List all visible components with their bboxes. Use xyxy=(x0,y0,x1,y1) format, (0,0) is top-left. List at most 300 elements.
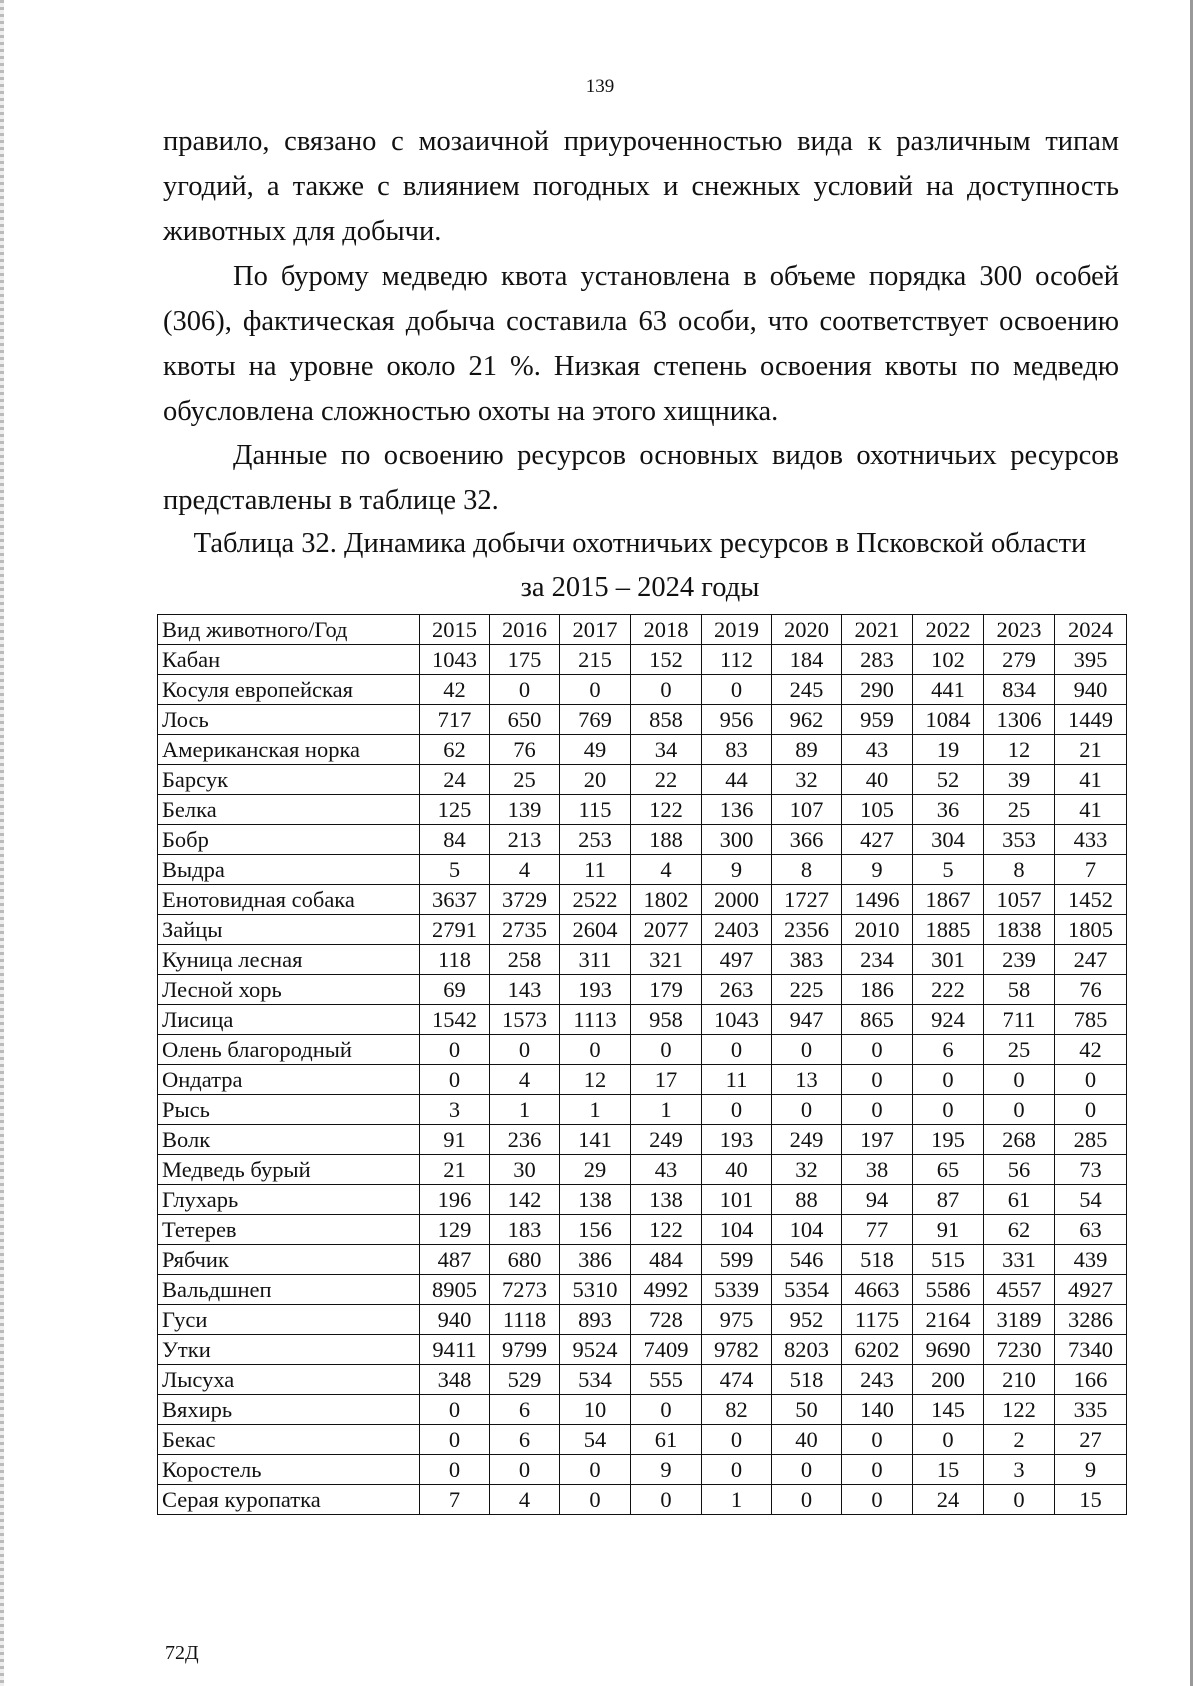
harvest-count-cell: 89 xyxy=(772,735,842,765)
harvest-count-cell: 186 xyxy=(842,975,913,1005)
harvest-count-cell: 65 xyxy=(913,1155,984,1185)
harvest-count-cell: 129 xyxy=(420,1215,490,1245)
harvest-count-cell: 0 xyxy=(631,1485,702,1515)
harvest-count-cell: 83 xyxy=(702,735,772,765)
harvest-count-cell: 2010 xyxy=(842,915,913,945)
harvest-count-cell: 0 xyxy=(490,1455,560,1485)
harvest-count-cell: 1805 xyxy=(1055,915,1127,945)
harvest-count-cell: 3 xyxy=(420,1095,490,1125)
harvest-count-cell: 193 xyxy=(702,1125,772,1155)
harvest-count-cell: 193 xyxy=(560,975,631,1005)
harvest-count-cell: 311 xyxy=(560,945,631,975)
table-row xyxy=(158,1005,1127,1035)
harvest-count-cell: 0 xyxy=(631,1395,702,1425)
harvest-count-cell: 234 xyxy=(842,945,913,975)
harvest-count-cell: 140 xyxy=(842,1395,913,1425)
harvest-count-cell: 141 xyxy=(560,1125,631,1155)
harvest-count-cell: 769 xyxy=(560,705,631,735)
harvest-count-cell: 122 xyxy=(984,1395,1055,1425)
species-name-cell: Медведь бурый xyxy=(158,1155,420,1185)
harvest-count-cell: 49 xyxy=(560,735,631,765)
harvest-count-cell: 8 xyxy=(772,855,842,885)
harvest-count-cell: 940 xyxy=(420,1305,490,1335)
harvest-count-cell: 0 xyxy=(490,1035,560,1065)
harvest-count-cell: 20 xyxy=(560,765,631,795)
harvest-count-cell: 0 xyxy=(842,1485,913,1515)
harvest-count-cell: 9 xyxy=(842,855,913,885)
harvest-count-cell: 24 xyxy=(913,1485,984,1515)
harvest-count-cell: 6202 xyxy=(842,1335,913,1365)
harvest-count-cell: 0 xyxy=(560,1485,631,1515)
harvest-count-cell: 142 xyxy=(490,1185,560,1215)
harvest-count-cell: 680 xyxy=(490,1245,560,1275)
harvest-count-cell: 518 xyxy=(772,1365,842,1395)
harvest-count-cell: 0 xyxy=(702,1095,772,1125)
harvest-count-cell: 0 xyxy=(631,1035,702,1065)
table-row xyxy=(158,1155,1127,1185)
harvest-count-cell: 348 xyxy=(420,1365,490,1395)
harvest-count-cell: 136 xyxy=(702,795,772,825)
harvest-count-cell: 785 xyxy=(1055,1005,1127,1035)
harvest-count-cell: 2522 xyxy=(560,885,631,915)
species-name-cell: Белка xyxy=(158,795,420,825)
harvest-count-cell: 441 xyxy=(913,675,984,705)
harvest-count-cell: 222 xyxy=(913,975,984,1005)
header-year: 2020 xyxy=(772,615,842,645)
harvest-count-cell: 958 xyxy=(631,1005,702,1035)
harvest-count-cell: 41 xyxy=(1055,765,1127,795)
harvest-count-cell: 0 xyxy=(420,1455,490,1485)
harvest-count-cell: 58 xyxy=(984,975,1055,1005)
harvest-count-cell: 243 xyxy=(842,1365,913,1395)
harvest-count-cell: 711 xyxy=(984,1005,1055,1035)
scan-edge-left xyxy=(0,0,4,1686)
harvest-count-cell: 210 xyxy=(984,1365,1055,1395)
harvest-count-cell: 40 xyxy=(772,1425,842,1455)
harvest-count-cell: 0 xyxy=(913,1425,984,1455)
paragraph-1: правило, связано с мозаичной приуроченностью вида к различным типам угодий, а также с влиянием погодных и снежных условий на доступность животных для добычи. xyxy=(163,126,1119,247)
header-year: 2024 xyxy=(1055,615,1127,645)
table-row xyxy=(158,855,1127,885)
harvest-count-cell: 195 xyxy=(913,1125,984,1155)
header-year: 2023 xyxy=(984,615,1055,645)
table-row xyxy=(158,645,1127,675)
harvest-count-cell: 156 xyxy=(560,1215,631,1245)
harvest-count-cell: 3189 xyxy=(984,1305,1055,1335)
species-name-cell: Зайцы xyxy=(158,915,420,945)
harvest-count-cell: 29 xyxy=(560,1155,631,1185)
harvest-count-cell: 1084 xyxy=(913,705,984,735)
harvest-count-cell: 0 xyxy=(702,1425,772,1455)
harvest-count-cell: 2164 xyxy=(913,1305,984,1335)
harvest-count-cell: 30 xyxy=(490,1155,560,1185)
species-name-cell: Бекас xyxy=(158,1425,420,1455)
species-name-cell: Олень благородный xyxy=(158,1035,420,1065)
harvest-count-cell: 1 xyxy=(560,1095,631,1125)
harvest-count-cell: 4 xyxy=(490,1065,560,1095)
harvest-count-cell: 62 xyxy=(984,1215,1055,1245)
harvest-count-cell: 717 xyxy=(420,705,490,735)
harvest-count-cell: 487 xyxy=(420,1245,490,1275)
harvest-count-cell: 529 xyxy=(490,1365,560,1395)
harvest-count-cell: 947 xyxy=(772,1005,842,1035)
harvest-count-cell: 40 xyxy=(842,765,913,795)
species-name-cell: Лесной хорь xyxy=(158,975,420,1005)
harvest-count-cell: 1452 xyxy=(1055,885,1127,915)
table-row xyxy=(158,1395,1127,1425)
harvest-count-cell: 3729 xyxy=(490,885,560,915)
harvest-count-cell: 12 xyxy=(560,1065,631,1095)
species-name-cell: Барсук xyxy=(158,765,420,795)
harvest-count-cell: 184 xyxy=(772,645,842,675)
species-name-cell: Американская норка xyxy=(158,735,420,765)
table-row xyxy=(158,1065,1127,1095)
harvest-count-cell: 213 xyxy=(490,825,560,855)
harvest-count-cell: 300 xyxy=(702,825,772,855)
harvest-count-cell: 236 xyxy=(490,1125,560,1155)
table-row xyxy=(158,705,1127,735)
harvest-count-cell: 7273 xyxy=(490,1275,560,1305)
harvest-count-cell: 15 xyxy=(1055,1485,1127,1515)
table-row xyxy=(158,765,1127,795)
table-row xyxy=(158,975,1127,1005)
harvest-count-cell: 188 xyxy=(631,825,702,855)
harvest-count-cell: 145 xyxy=(913,1395,984,1425)
table-header-row xyxy=(158,615,1127,645)
species-name-cell: Тетерев xyxy=(158,1215,420,1245)
harvest-count-cell: 91 xyxy=(420,1125,490,1155)
table-row xyxy=(158,1485,1127,1515)
harvest-count-cell: 959 xyxy=(842,705,913,735)
table-row xyxy=(158,1245,1127,1275)
harvest-count-cell: 42 xyxy=(420,675,490,705)
harvest-count-cell: 215 xyxy=(560,645,631,675)
table-row xyxy=(158,1035,1127,1065)
harvest-count-cell: 34 xyxy=(631,735,702,765)
harvest-count-cell: 0 xyxy=(702,1455,772,1485)
harvest-count-cell: 43 xyxy=(631,1155,702,1185)
harvest-count-cell: 76 xyxy=(1055,975,1127,1005)
harvest-count-cell: 1043 xyxy=(420,645,490,675)
harvest-count-cell: 32 xyxy=(772,765,842,795)
harvest-count-cell: 1175 xyxy=(842,1305,913,1335)
harvest-count-cell: 7340 xyxy=(1055,1335,1127,1365)
harvest-count-cell: 0 xyxy=(842,1455,913,1485)
harvest-count-cell: 4557 xyxy=(984,1275,1055,1305)
harvest-count-cell: 599 xyxy=(702,1245,772,1275)
harvest-count-cell: 82 xyxy=(702,1395,772,1425)
harvest-count-cell: 25 xyxy=(490,765,560,795)
harvest-count-cell: 395 xyxy=(1055,645,1127,675)
harvest-count-cell: 32 xyxy=(772,1155,842,1185)
harvest-count-cell: 104 xyxy=(702,1215,772,1245)
harvest-count-cell: 196 xyxy=(420,1185,490,1215)
harvest-count-cell: 0 xyxy=(984,1095,1055,1125)
harvest-count-cell: 2 xyxy=(984,1425,1055,1455)
table-row xyxy=(158,1275,1127,1305)
harvest-count-cell: 38 xyxy=(842,1155,913,1185)
harvest-count-cell: 366 xyxy=(772,825,842,855)
harvest-count-cell: 54 xyxy=(1055,1185,1127,1215)
harvest-count-cell: 21 xyxy=(1055,735,1127,765)
harvest-count-cell: 0 xyxy=(420,1065,490,1095)
header-year: 2022 xyxy=(913,615,984,645)
harvest-count-cell: 335 xyxy=(1055,1395,1127,1425)
harvest-count-cell: 21 xyxy=(420,1155,490,1185)
harvest-count-cell: 7 xyxy=(420,1485,490,1515)
harvest-count-cell: 104 xyxy=(772,1215,842,1245)
species-name-cell: Глухарь xyxy=(158,1185,420,1215)
harvest-count-cell: 0 xyxy=(1055,1095,1127,1125)
harvest-count-cell: 962 xyxy=(772,705,842,735)
harvest-count-cell: 73 xyxy=(1055,1155,1127,1185)
species-name-cell: Кабан xyxy=(158,645,420,675)
harvest-count-cell: 0 xyxy=(702,675,772,705)
harvest-count-cell: 56 xyxy=(984,1155,1055,1185)
species-name-cell: Вальдшнеп xyxy=(158,1275,420,1305)
harvest-count-cell: 1885 xyxy=(913,915,984,945)
harvest-count-cell: 353 xyxy=(984,825,1055,855)
harvest-count-cell: 0 xyxy=(772,1095,842,1125)
harvest-count-cell: 383 xyxy=(772,945,842,975)
table-row xyxy=(158,1425,1127,1455)
harvest-count-cell: 12 xyxy=(984,735,1055,765)
harvest-count-cell: 9690 xyxy=(913,1335,984,1365)
harvest-count-cell: 40 xyxy=(702,1155,772,1185)
harvest-count-cell: 43 xyxy=(842,735,913,765)
harvest-count-cell: 285 xyxy=(1055,1125,1127,1155)
species-name-cell: Серая куропатка xyxy=(158,1485,420,1515)
harvest-count-cell: 484 xyxy=(631,1245,702,1275)
table-row xyxy=(158,1215,1127,1245)
harvest-count-cell: 0 xyxy=(842,1065,913,1095)
harvest-count-cell: 956 xyxy=(702,705,772,735)
species-name-cell: Волк xyxy=(158,1125,420,1155)
species-name-cell: Рысь xyxy=(158,1095,420,1125)
harvest-count-cell: 122 xyxy=(631,795,702,825)
harvest-count-cell: 6 xyxy=(490,1395,560,1425)
harvest-count-cell: 1 xyxy=(631,1095,702,1125)
harvest-count-cell: 2791 xyxy=(420,915,490,945)
table-row xyxy=(158,885,1127,915)
harvest-count-cell: 0 xyxy=(842,1095,913,1125)
harvest-count-cell: 42 xyxy=(1055,1035,1127,1065)
harvest-count-cell: 952 xyxy=(772,1305,842,1335)
harvest-count-cell: 102 xyxy=(913,645,984,675)
table-row xyxy=(158,1125,1127,1155)
harvest-count-cell: 2735 xyxy=(490,915,560,945)
species-name-cell: Лось xyxy=(158,705,420,735)
harvest-count-cell: 125 xyxy=(420,795,490,825)
harvest-count-cell: 555 xyxy=(631,1365,702,1395)
harvest-count-cell: 122 xyxy=(631,1215,702,1245)
harvest-count-cell: 101 xyxy=(702,1185,772,1215)
species-name-cell: Гуси xyxy=(158,1305,420,1335)
harvest-count-cell: 7 xyxy=(1055,855,1127,885)
table-row xyxy=(158,795,1127,825)
harvest-count-cell: 52 xyxy=(913,765,984,795)
table-row xyxy=(158,1335,1127,1365)
harvest-count-cell: 2000 xyxy=(702,885,772,915)
harvest-count-cell: 27 xyxy=(1055,1425,1127,1455)
harvest-count-cell: 36 xyxy=(913,795,984,825)
table-row xyxy=(158,735,1127,765)
harvest-count-cell: 2356 xyxy=(772,915,842,945)
species-name-cell: Выдра xyxy=(158,855,420,885)
harvest-count-cell: 1727 xyxy=(772,885,842,915)
harvest-count-cell: 4 xyxy=(490,855,560,885)
harvest-count-cell: 4 xyxy=(631,855,702,885)
harvest-count-cell: 5339 xyxy=(702,1275,772,1305)
table-row xyxy=(158,945,1127,975)
harvest-count-cell: 8905 xyxy=(420,1275,490,1305)
harvest-count-cell: 0 xyxy=(772,1455,842,1485)
harvest-count-cell: 1496 xyxy=(842,885,913,915)
harvest-count-cell: 433 xyxy=(1055,825,1127,855)
harvest-count-cell: 115 xyxy=(560,795,631,825)
harvest-count-cell: 253 xyxy=(560,825,631,855)
harvest-count-cell: 84 xyxy=(420,825,490,855)
harvest-count-cell: 3637 xyxy=(420,885,490,915)
harvest-count-cell: 0 xyxy=(772,1035,842,1065)
harvest-count-cell: 11 xyxy=(702,1065,772,1095)
table-row xyxy=(158,675,1127,705)
header-year: 2021 xyxy=(842,615,913,645)
species-name-cell: Лисица xyxy=(158,1005,420,1035)
harvest-count-cell: 61 xyxy=(631,1425,702,1455)
harvest-count-cell: 834 xyxy=(984,675,1055,705)
harvest-count-cell: 112 xyxy=(702,645,772,675)
harvest-count-cell: 25 xyxy=(984,1035,1055,1065)
harvest-count-cell: 534 xyxy=(560,1365,631,1395)
harvest-count-cell: 1802 xyxy=(631,885,702,915)
species-name-cell: Лысуха xyxy=(158,1365,420,1395)
scan-edge-right xyxy=(1190,0,1193,1686)
harvest-count-cell: 546 xyxy=(772,1245,842,1275)
harvest-count-cell: 77 xyxy=(842,1215,913,1245)
harvest-count-cell: 87 xyxy=(913,1185,984,1215)
harvest-count-cell: 5354 xyxy=(772,1275,842,1305)
harvest-count-cell: 1573 xyxy=(490,1005,560,1035)
harvest-count-cell: 865 xyxy=(842,1005,913,1035)
harvest-count-cell: 62 xyxy=(420,735,490,765)
harvest-count-cell: 0 xyxy=(560,675,631,705)
species-name-cell: Коростель xyxy=(158,1455,420,1485)
harvest-count-cell: 9524 xyxy=(560,1335,631,1365)
harvest-count-cell: 63 xyxy=(1055,1215,1127,1245)
harvest-count-cell: 497 xyxy=(702,945,772,975)
harvest-count-cell: 940 xyxy=(1055,675,1127,705)
harvest-count-cell: 0 xyxy=(984,1485,1055,1515)
harvest-count-cell: 107 xyxy=(772,795,842,825)
species-name-cell: Косуля европейская xyxy=(158,675,420,705)
harvest-count-cell: 518 xyxy=(842,1245,913,1275)
harvest-count-cell: 474 xyxy=(702,1365,772,1395)
harvest-count-cell: 249 xyxy=(772,1125,842,1155)
harvest-count-cell: 0 xyxy=(560,1455,631,1485)
footer-code: 72Д xyxy=(165,1642,199,1664)
species-name-cell: Рябчик xyxy=(158,1245,420,1275)
harvest-count-cell: 9 xyxy=(702,855,772,885)
harvest-count-cell: 9 xyxy=(1055,1455,1127,1485)
harvest-count-cell: 1118 xyxy=(490,1305,560,1335)
harvest-count-cell: 118 xyxy=(420,945,490,975)
harvest-count-cell: 225 xyxy=(772,975,842,1005)
harvest-count-cell: 279 xyxy=(984,645,1055,675)
harvest-count-cell: 8203 xyxy=(772,1335,842,1365)
table-row xyxy=(158,825,1127,855)
harvest-count-cell: 0 xyxy=(702,1035,772,1065)
harvest-count-cell: 17 xyxy=(631,1065,702,1095)
harvest-count-cell: 427 xyxy=(842,825,913,855)
harvest-count-cell: 94 xyxy=(842,1185,913,1215)
harvest-count-cell: 650 xyxy=(490,705,560,735)
harvest-count-cell: 197 xyxy=(842,1125,913,1155)
harvest-count-cell: 6 xyxy=(490,1425,560,1455)
harvest-count-cell: 386 xyxy=(560,1245,631,1275)
harvest-count-cell: 44 xyxy=(702,765,772,795)
harvest-count-cell: 2077 xyxy=(631,915,702,945)
harvest-count-cell: 13 xyxy=(772,1065,842,1095)
harvest-count-cell: 7409 xyxy=(631,1335,702,1365)
harvest-count-cell: 1113 xyxy=(560,1005,631,1035)
harvest-count-cell: 39 xyxy=(984,765,1055,795)
harvest-count-cell: 263 xyxy=(702,975,772,1005)
harvest-count-cell: 138 xyxy=(631,1185,702,1215)
harvest-count-cell: 858 xyxy=(631,705,702,735)
table-row xyxy=(158,1095,1127,1125)
harvest-count-cell: 1838 xyxy=(984,915,1055,945)
harvest-count-cell: 0 xyxy=(913,1065,984,1095)
harvest-count-cell: 9782 xyxy=(702,1335,772,1365)
harvest-count-cell: 4927 xyxy=(1055,1275,1127,1305)
harvest-count-cell: 7230 xyxy=(984,1335,1055,1365)
harvest-count-cell: 245 xyxy=(772,675,842,705)
harvest-count-cell: 1 xyxy=(490,1095,560,1125)
harvest-count-cell: 5 xyxy=(420,855,490,885)
table-caption-period: за 2015 – 2024 годы xyxy=(520,572,760,603)
harvest-count-cell: 439 xyxy=(1055,1245,1127,1275)
harvest-count-cell: 54 xyxy=(560,1425,631,1455)
harvest-count-cell: 239 xyxy=(984,945,1055,975)
header-year: 2018 xyxy=(631,615,702,645)
harvest-count-cell: 0 xyxy=(560,1035,631,1065)
harvest-count-cell: 247 xyxy=(1055,945,1127,975)
harvest-count-cell: 301 xyxy=(913,945,984,975)
harvest-count-cell: 9 xyxy=(631,1455,702,1485)
harvest-count-cell: 179 xyxy=(631,975,702,1005)
harvest-count-cell: 183 xyxy=(490,1215,560,1245)
harvest-count-cell: 249 xyxy=(631,1125,702,1155)
harvest-count-cell: 1542 xyxy=(420,1005,490,1035)
harvest-count-cell: 105 xyxy=(842,795,913,825)
harvest-count-cell: 175 xyxy=(490,645,560,675)
paragraph-2: По бурому медведю квота установлена в объеме порядка 300 особей (306), фактическая добыча составила 63 особи, что соответствует освоению квоты на уровне около 21 %. Низкая степень освоения квоты по медведю обусловлена сложностью охоты на этого хищника. xyxy=(163,261,1119,427)
table-body xyxy=(158,645,1127,1515)
harvest-count-cell: 22 xyxy=(631,765,702,795)
harvest-count-cell: 2604 xyxy=(560,915,631,945)
harvest-count-cell: 304 xyxy=(913,825,984,855)
harvest-count-cell: 0 xyxy=(842,1425,913,1455)
species-name-cell: Бобр xyxy=(158,825,420,855)
harvest-count-cell: 0 xyxy=(631,675,702,705)
harvest-count-cell: 924 xyxy=(913,1005,984,1035)
harvest-count-cell: 138 xyxy=(560,1185,631,1215)
harvest-count-cell: 5310 xyxy=(560,1275,631,1305)
harvest-count-cell: 258 xyxy=(490,945,560,975)
harvest-count-cell: 515 xyxy=(913,1245,984,1275)
harvest-count-cell: 728 xyxy=(631,1305,702,1335)
